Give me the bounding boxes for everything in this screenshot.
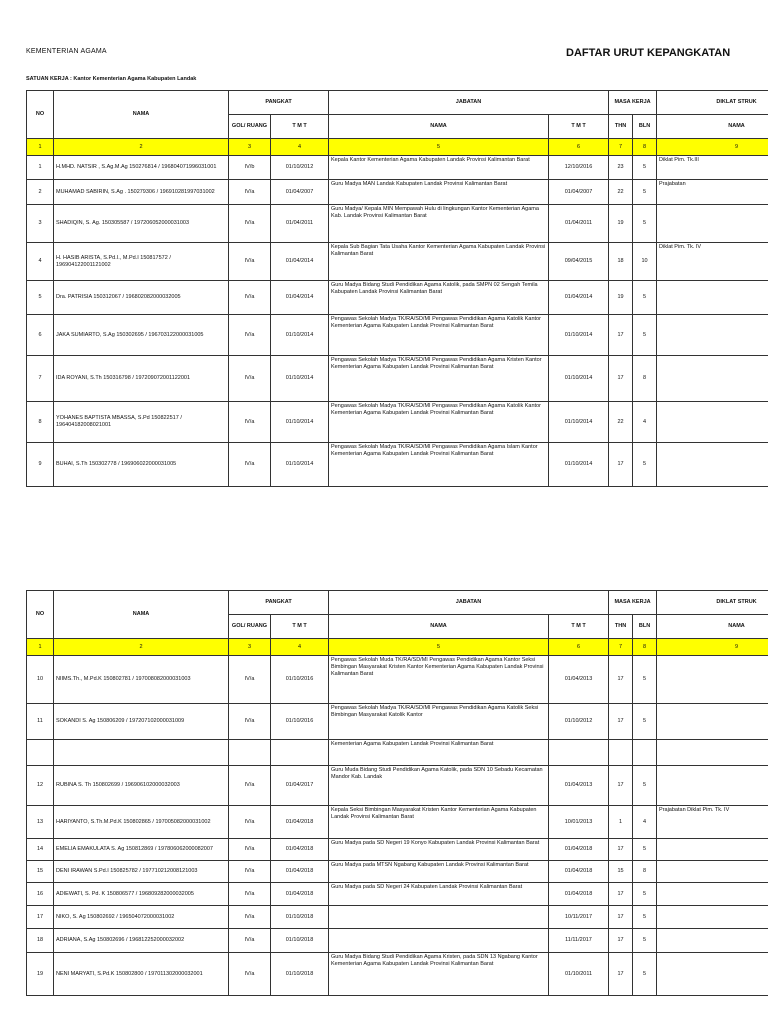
cell-bln: 5 <box>633 704 657 740</box>
cell-tmt: 01/10/2014 <box>271 315 329 356</box>
table-row <box>27 656 768 704</box>
cell-diklat: Prajabatan Diklat Pim. Tk. IV <box>657 806 768 839</box>
cell-jabatan-tmt: 01/04/2013 <box>549 656 609 704</box>
column-number: 4 <box>271 139 329 156</box>
cell-tmt: 01/04/2014 <box>271 243 329 281</box>
header-diklat-nama: NAMA <box>657 615 768 639</box>
cell-no <box>27 740 54 766</box>
cell-thn: 17 <box>609 315 633 356</box>
cell-bln: 5 <box>633 883 657 906</box>
cell-diklat: Diklat Pim. Tk. IV <box>657 243 768 281</box>
cell-tmt: 01/04/2018 <box>271 883 329 906</box>
cell-tmt: 01/10/2018 <box>271 906 329 929</box>
cell-no: 11 <box>27 704 54 740</box>
cell-thn: 17 <box>609 953 633 996</box>
cell-diklat <box>657 205 768 243</box>
column-number: 1 <box>27 639 54 656</box>
cell-thn: 19 <box>609 205 633 243</box>
column-number: 7 <box>609 139 633 156</box>
header-nama: NAMA <box>54 91 229 139</box>
cell-nama: RUBINA S. Th 150802699 / 196906102000032003 <box>54 766 229 806</box>
column-number: 9 <box>657 639 768 656</box>
header-gol-ruang: GOL/ RUANG <box>229 115 271 139</box>
cell-no: 12 <box>27 766 54 806</box>
header-diklat: DIKLAT STRUK <box>657 591 768 615</box>
header-tmt: T M T <box>271 115 329 139</box>
cell-gol: IV/a <box>229 205 271 243</box>
cell-bln: 5 <box>633 281 657 315</box>
cell-jabatan: Pengawas Sekolah Madya TK/RA/SD/MI Pengawas Pendidikan Agama Kristen Kantor Kementerian Agama Kabupaten Landak Provinsi Kalimantan Barat <box>329 356 549 402</box>
cell-bln: 5 <box>633 953 657 996</box>
cell-tmt: 01/04/2018 <box>271 806 329 839</box>
cell-no: 8 <box>27 402 54 443</box>
header-bln: BLN <box>633 115 657 139</box>
cell-jabatan: Pengawas Sekolah Madya TK/RA/SD/MI Pengawas Pendidikan Agama Islam Kantor Kementerian Agama Kabupaten Landak Provinsi Kalimantan Barat <box>329 443 549 487</box>
table-row <box>27 806 768 839</box>
cell-diklat <box>657 704 768 740</box>
cell-thn: 23 <box>609 156 633 180</box>
table-row <box>27 766 768 806</box>
cell-tmt: 01/04/2018 <box>271 839 329 861</box>
cell-nama: EMELIA EMAKULATA S. Ag 150812869 / 197806062000082007 <box>54 839 229 861</box>
column-number: 8 <box>633 139 657 156</box>
header-jabatan: JABATAN <box>329 91 609 115</box>
table-row <box>27 315 768 356</box>
cell-thn: 17 <box>609 443 633 487</box>
cell-gol: IV/a <box>229 766 271 806</box>
header-diklat-nama: NAMA <box>657 115 768 139</box>
cell-nama: ADIEWATI, S. Pd. K 150806577 / 196809282000032005 <box>54 883 229 906</box>
header-thn: THN <box>609 615 633 639</box>
cell-jabatan: Guru Muda Bidang Studi Pendidikan Agama Katolik, pada SDN 10 Sebadu Kecamatan Mandor Kab. Landak <box>329 766 549 806</box>
cell-no: 4 <box>27 243 54 281</box>
cell-jabatan-tmt: 01/10/2012 <box>549 704 609 740</box>
column-number: 3 <box>229 639 271 656</box>
cell-bln: 8 <box>633 356 657 402</box>
cell-jabatan: Pengawas Sekolah Madya TK/RA/SD/MI Pengawas Pendidikan Agama Katolik Kantor Kementerian Agama Kabupaten Landak Provinsi Kalimantan Barat <box>329 315 549 356</box>
cell-gol: IV/a <box>229 243 271 281</box>
cell-gol: IV/a <box>229 356 271 402</box>
cell-jabatan: Guru Madya pada MTSN Ngabang Kabupaten Landak Provinsi Kalimantan Barat <box>329 861 549 883</box>
cell-nama <box>54 740 229 766</box>
cell-thn: 1 <box>609 806 633 839</box>
cell-jabatan: Guru Madya Bidang Studi Pendidikan Agama Katolik, pada SMPN 02 Sengah Temila Kabupaten Landak Provinsi Kalimantan Barat <box>329 281 549 315</box>
cell-nama: NENI MARYATI, S.Pd.K 150802800 / 197011302000032001 <box>54 953 229 996</box>
table-row <box>27 861 768 883</box>
cell-gol: IV/a <box>229 883 271 906</box>
cell-gol: IV/a <box>229 929 271 953</box>
cell-thn: 18 <box>609 243 633 281</box>
cell-tmt: 01/10/2014 <box>271 402 329 443</box>
cell-tmt: 01/10/2014 <box>271 356 329 402</box>
cell-thn: 17 <box>609 839 633 861</box>
column-number: 5 <box>329 139 549 156</box>
table-row <box>27 156 768 180</box>
cell-no: 2 <box>27 180 54 205</box>
header-pangkat: PANGKAT <box>229 91 329 115</box>
header-diklat: DIKLAT STRUK <box>657 91 768 115</box>
cell-diklat: Prajabatan <box>657 180 768 205</box>
cell-tmt: 01/10/2016 <box>271 704 329 740</box>
cell-nama: HARIYANTO, S.Th.M.Pd.K 150802865 / 197005082000031002 <box>54 806 229 839</box>
cell-diklat <box>657 766 768 806</box>
cell-bln: 4 <box>633 402 657 443</box>
table-row <box>27 443 768 487</box>
cell-jabatan: Pengawas Sekolah Madya TK/RA/SD/MI Pengawas Pendidikan Agama Katolik Kantor Kementerian Agama Kabupaten Landak Provinsi Kalimantan Barat <box>329 402 549 443</box>
rank-table-2 <box>26 590 768 996</box>
cell-jabatan-tmt: 01/10/2014 <box>549 315 609 356</box>
cell-gol: IV/a <box>229 315 271 356</box>
header-no: NO <box>27 91 54 139</box>
table-row <box>27 402 768 443</box>
cell-tmt: 01/04/2014 <box>271 281 329 315</box>
rank-table-1 <box>26 90 768 487</box>
cell-jabatan-tmt: 01/04/2018 <box>549 883 609 906</box>
cell-gol: IV/a <box>229 906 271 929</box>
cell-jabatan-tmt: 01/10/2014 <box>549 443 609 487</box>
column-number: 6 <box>549 639 609 656</box>
cell-thn: 17 <box>609 906 633 929</box>
cell-bln: 5 <box>633 180 657 205</box>
cell-nama: NIIMS.Th., M.Pd.K 150802781 / 197008082000031003 <box>54 656 229 704</box>
table-section-2 <box>26 590 768 996</box>
header-nama: NAMA <box>54 591 229 639</box>
cell-jabatan: Guru Madya pada SD Negeri 19 Konyo Kabupaten Landak Provinsi Kalimantan Barat <box>329 839 549 861</box>
cell-tmt <box>271 740 329 766</box>
cell-jabatan-tmt: 10/01/2013 <box>549 806 609 839</box>
cell-bln: 5 <box>633 205 657 243</box>
cell-tmt: 01/04/2017 <box>271 766 329 806</box>
cell-nama: SHADIQIN, S. Ag. 150305587 / 197206052000031003 <box>54 205 229 243</box>
cell-jabatan-tmt: 01/10/2014 <box>549 402 609 443</box>
cell-bln: 5 <box>633 839 657 861</box>
cell-no: 13 <box>27 806 54 839</box>
cell-jabatan-tmt: 01/10/2014 <box>549 356 609 402</box>
header-thn: THN <box>609 115 633 139</box>
satuan-kerja-label: SATUAN KERJA : Kantor Kementerian Agama Kabupaten Landak <box>26 76 197 82</box>
table-row <box>27 883 768 906</box>
column-number: 6 <box>549 139 609 156</box>
cell-thn: 22 <box>609 180 633 205</box>
document-title: DAFTAR URUT KEPANGKATAN <box>566 47 731 59</box>
cell-jabatan: Kepala Kantor Kementerian Agama Kabupaten Landak Provinsi Kalimantan Barat <box>329 156 549 180</box>
header-tmt: T M T <box>271 615 329 639</box>
cell-no: 17 <box>27 906 54 929</box>
cell-diklat <box>657 315 768 356</box>
cell-tmt: 01/04/2018 <box>271 861 329 883</box>
column-number: 4 <box>271 639 329 656</box>
cell-bln: 5 <box>633 443 657 487</box>
cell-no: 9 <box>27 443 54 487</box>
cell-jabatan-tmt: 01/04/2018 <box>549 861 609 883</box>
cell-diklat <box>657 929 768 953</box>
cell-diklat <box>657 861 768 883</box>
cell-bln: 5 <box>633 156 657 180</box>
cell-tmt: 01/10/2018 <box>271 953 329 996</box>
cell-diklat <box>657 356 768 402</box>
cell-no: 15 <box>27 861 54 883</box>
cell-diklat <box>657 443 768 487</box>
cell-jabatan-tmt: 01/04/2007 <box>549 180 609 205</box>
cell-nama: SOKANDI S. Ag 150806209 / 197207102000031009 <box>54 704 229 740</box>
cell-gol: IV/a <box>229 656 271 704</box>
cell-nama: BUHAI, S.Th 150302778 / 196906022000031005 <box>54 443 229 487</box>
column-number: 2 <box>54 639 229 656</box>
cell-gol <box>229 740 271 766</box>
cell-no: 19 <box>27 953 54 996</box>
table-row <box>27 205 768 243</box>
table-row <box>27 281 768 315</box>
cell-jabatan-tmt: 10/11/2017 <box>549 906 609 929</box>
table-row <box>27 740 768 766</box>
header-jabatan: JABATAN <box>329 591 609 615</box>
table-row <box>27 180 768 205</box>
cell-bln: 4 <box>633 806 657 839</box>
cell-no: 16 <box>27 883 54 906</box>
cell-tmt: 01/10/2014 <box>271 443 329 487</box>
column-number: 7 <box>609 639 633 656</box>
cell-thn: 17 <box>609 883 633 906</box>
cell-diklat: Diklat Pim. Tk.III <box>657 156 768 180</box>
cell-no: 18 <box>27 929 54 953</box>
table-section-1 <box>26 90 768 487</box>
cell-nama: NIKO, S. Ag 150802692 / 196504072000031002 <box>54 906 229 929</box>
table-row <box>27 356 768 402</box>
cell-no: 5 <box>27 281 54 315</box>
cell-bln: 5 <box>633 315 657 356</box>
cell-thn: 17 <box>609 356 633 402</box>
cell-no: 10 <box>27 656 54 704</box>
cell-tmt: 01/10/2012 <box>271 156 329 180</box>
cell-no: 1 <box>27 156 54 180</box>
header-jabatan-nama: NAMA <box>329 615 549 639</box>
cell-diklat <box>657 281 768 315</box>
cell-no: 14 <box>27 839 54 861</box>
cell-jabatan: Kementerian Agama Kabupaten Landak Provinsi Kalimantan Barat <box>329 740 549 766</box>
cell-jabatan-tmt: 11/11/2017 <box>549 929 609 953</box>
cell-tmt: 01/10/2016 <box>271 656 329 704</box>
cell-bln: 5 <box>633 766 657 806</box>
cell-nama: H. HASIB ARISTA, S.Pd.I., M.Pd.I 150817572 / 196904122001121002 <box>54 243 229 281</box>
cell-tmt: 01/04/2007 <box>271 180 329 205</box>
cell-nama: JAKA SUMIARTO, S.Ag 150302695 / 196703122000031005 <box>54 315 229 356</box>
cell-jabatan-tmt: 01/04/2014 <box>549 281 609 315</box>
header-jabatan-nama: NAMA <box>329 115 549 139</box>
cell-bln: 5 <box>633 906 657 929</box>
table-row <box>27 929 768 953</box>
cell-diklat <box>657 656 768 704</box>
cell-thn: 19 <box>609 281 633 315</box>
table-row <box>27 953 768 996</box>
cell-thn: 15 <box>609 861 633 883</box>
table-row <box>27 704 768 740</box>
cell-jabatan <box>329 929 549 953</box>
cell-nama: IDA ROYANI, S.Th 150316798 / 197209072001122001 <box>54 356 229 402</box>
header-bln: BLN <box>633 615 657 639</box>
cell-diklat <box>657 953 768 996</box>
cell-jabatan-tmt: 01/04/2018 <box>549 839 609 861</box>
cell-no: 3 <box>27 205 54 243</box>
cell-thn: 17 <box>609 704 633 740</box>
cell-jabatan: Kepala Sub Bagian Tata Usaha Kantor Kementerian Agama Kabupaten Landak Provinsi Kalimantan Barat <box>329 243 549 281</box>
column-number: 5 <box>329 639 549 656</box>
cell-jabatan <box>329 906 549 929</box>
cell-jabatan: Guru Madya Bidang Studi Pendidikan Agama Kristen, pada SDN 13 Ngabang Kantor Kementerian Agama Kabupaten Landak Provinsi Kalimantan Barat <box>329 953 549 996</box>
cell-bln: 5 <box>633 929 657 953</box>
cell-diklat <box>657 883 768 906</box>
cell-nama: Dra. PATRISIA 150312067 / 196802082000032005 <box>54 281 229 315</box>
cell-jabatan: Guru Madya MAN Landak Kabupaten Landak Provinsi Kalimantan Barat <box>329 180 549 205</box>
table-row <box>27 243 768 281</box>
cell-bln: 8 <box>633 861 657 883</box>
cell-nama: H.MHD. NATSIR , S.Ag.M.Ag 150276814 / 196804071996031001 <box>54 156 229 180</box>
cell-jabatan: Kepala Seksi Bimbingan Masyarakat Kristen Kantor Kementerian Agama Kabupaten Landak Provinsi Kalimantan Barat <box>329 806 549 839</box>
header-gol-ruang: GOL/ RUANG <box>229 615 271 639</box>
cell-gol: IV/a <box>229 861 271 883</box>
column-number: 1 <box>27 139 54 156</box>
cell-bln <box>633 740 657 766</box>
ministry-title: KEMENTERIAN AGAMA <box>26 48 107 55</box>
cell-thn: 17 <box>609 656 633 704</box>
table-row <box>27 906 768 929</box>
cell-bln: 10 <box>633 243 657 281</box>
cell-jabatan-tmt: 01/10/2011 <box>549 953 609 996</box>
header-pangkat: PANGKAT <box>229 591 329 615</box>
header-masa-kerja: MASA KERJA <box>609 591 657 615</box>
cell-gol: IV/a <box>229 806 271 839</box>
cell-nama: ADRIANA, S.Ag 150802696 / 196812252000032002 <box>54 929 229 953</box>
cell-gol: IV/b <box>229 156 271 180</box>
cell-no: 7 <box>27 356 54 402</box>
header-no: NO <box>27 591 54 639</box>
cell-gol: IV/a <box>229 180 271 205</box>
cell-gol: IV/a <box>229 443 271 487</box>
header-masa-kerja: MASA KERJA <box>609 91 657 115</box>
column-number: 3 <box>229 139 271 156</box>
table-row <box>27 839 768 861</box>
cell-thn: 22 <box>609 402 633 443</box>
cell-jabatan-tmt <box>549 740 609 766</box>
cell-jabatan-tmt: 12/10/2016 <box>549 156 609 180</box>
cell-jabatan: Pengawas Sekolah Madya TK/RA/SD/MI Pengawas Pendidikan Agama Katolik Seksi Bimbingan Masyarakat Katolik Kantor <box>329 704 549 740</box>
cell-tmt: 01/04/2011 <box>271 205 329 243</box>
cell-thn: 17 <box>609 929 633 953</box>
cell-jabatan: Guru Madya pada SD Negeri 24 Kabupaten Landak Provinsi Kalimantan Barat <box>329 883 549 906</box>
cell-jabatan-tmt: 01/04/2011 <box>549 205 609 243</box>
cell-jabatan: Guru Madya/ Kepala MIN Mempawah Hulu di lingkungan Kantor Kementerian Agama Kab. Landak Provinsi Kalimantan Barat <box>329 205 549 243</box>
cell-bln: 5 <box>633 656 657 704</box>
cell-gol: IV/a <box>229 402 271 443</box>
cell-tmt: 01/10/2018 <box>271 929 329 953</box>
cell-jabatan-tmt: 01/04/2013 <box>549 766 609 806</box>
cell-gol: IV/a <box>229 953 271 996</box>
cell-thn: 17 <box>609 766 633 806</box>
cell-diklat <box>657 839 768 861</box>
cell-nama: MUHAMAD SABIRIN, S.Ag . 150279306 / 196910281997031002 <box>54 180 229 205</box>
cell-diklat <box>657 402 768 443</box>
cell-jabatan-tmt: 09/04/2015 <box>549 243 609 281</box>
cell-gol: IV/a <box>229 839 271 861</box>
column-number: 2 <box>54 139 229 156</box>
cell-jabatan: Pengawas Sekolah Muda TK/RA/SD/MI Pengawas Pendidikan Agama Kantor Seksi Bimbingan Masyarakat Kristen Kantor Kementerian Agama Kabupaten Landak Provinsi Kalimantan Barat <box>329 656 549 704</box>
header-jabatan-tmt: T M T <box>549 615 609 639</box>
header-jabatan-tmt: T M T <box>549 115 609 139</box>
cell-thn <box>609 740 633 766</box>
cell-nama: DENI IRAWAN S.Pd.I 150825782 / 197710212008121003 <box>54 861 229 883</box>
cell-gol: IV/a <box>229 704 271 740</box>
cell-gol: IV/a <box>229 281 271 315</box>
cell-no: 6 <box>27 315 54 356</box>
column-number: 9 <box>657 139 768 156</box>
column-number: 8 <box>633 639 657 656</box>
cell-nama: YOHANES BAPTISTA MBASSA, S.Pd 150822517 / 196404182008021001 <box>54 402 229 443</box>
cell-diklat <box>657 740 768 766</box>
cell-diklat <box>657 906 768 929</box>
